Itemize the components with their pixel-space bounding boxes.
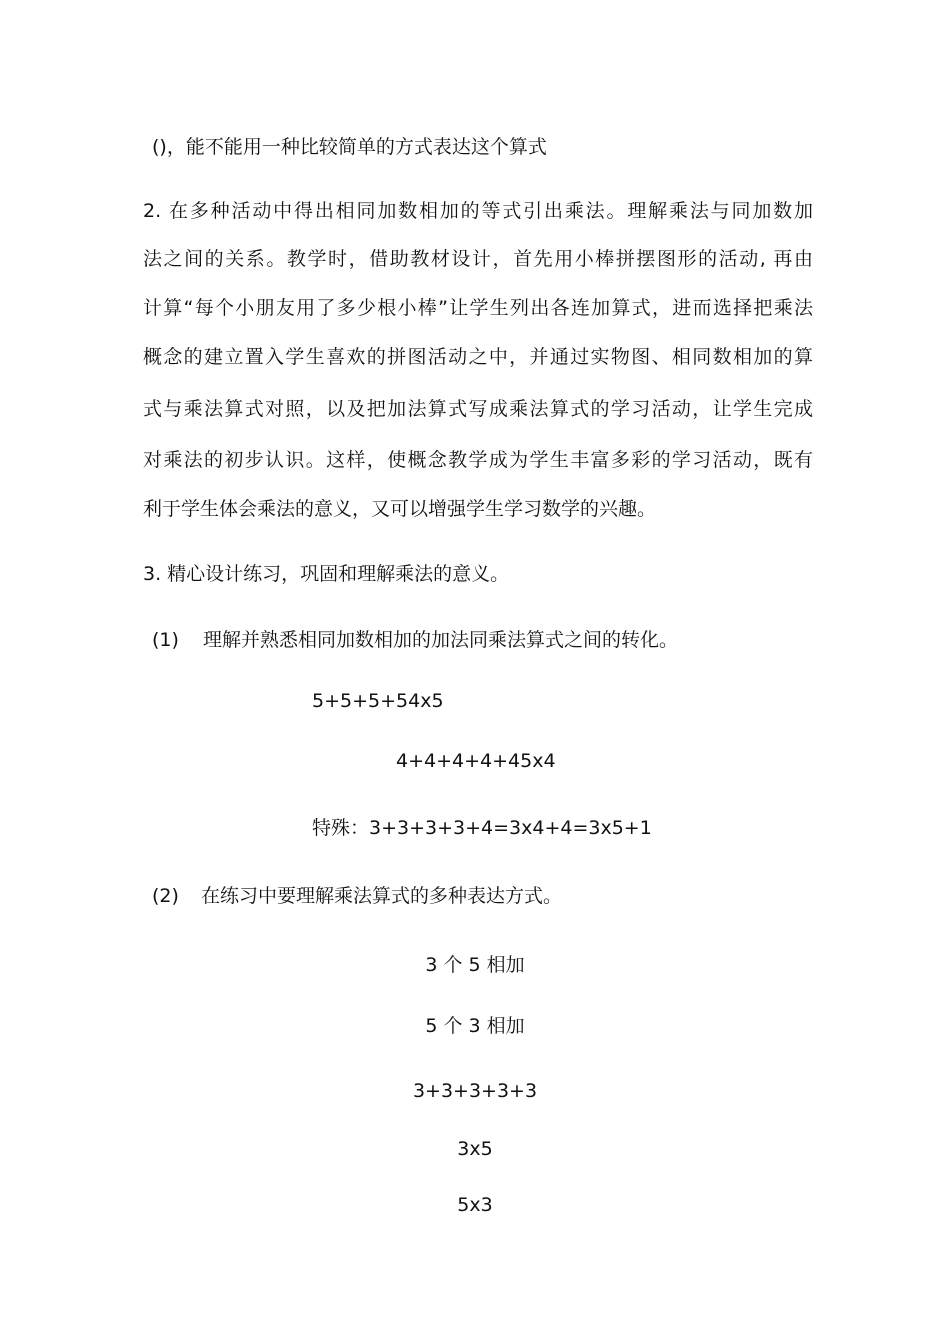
intro-line: ()，能不能用一种比较简单的方式表达这个算式 (152, 136, 547, 158)
expression-1: 3 个 5 相加 (425, 954, 525, 976)
formula-2: 4+4+4+4+45x4 (396, 750, 556, 772)
section2-line-1: 2. 在多种活动中得出相同加数相加的等式引出乘法。理解乘法与同加数加 (143, 200, 813, 222)
section2-line-4: 概念的建立置入学生喜欢的拼图活动之中，并通过实物图、相同数相加的算 (143, 346, 813, 368)
expression-4: 3x5 (457, 1138, 493, 1160)
section2-line-3: 计算“每个小朋友用了多少根小棒”让学生列出各连加算式，进而选择把乘法 (143, 297, 813, 319)
formula-special: 特殊：3+3+3+3+4=3x4+4=3x5+1 (312, 817, 652, 839)
section2-line-7: 利于学生体会乘法的意义，又可以增强学生学习数学的兴趣。 (143, 498, 657, 520)
section2-line-2: 法之间的关系。教学时，借助教材设计，首先用小棒拼摆图形的活动, 再由 (143, 248, 813, 270)
item1-marker: (1) (152, 629, 179, 651)
section3-heading: 3. 精心设计练习，巩固和理解乘法的意义。 (143, 563, 510, 585)
item2-text: 在练习中要理解乘法算式的多种表达方式。 (200, 885, 562, 907)
item1-text: 理解并熟悉相同加数相加的加法同乘法算式之间的转化。 (202, 629, 678, 651)
expression-3: 3+3+3+3+3 (412, 1080, 538, 1102)
item2-marker: (2) (152, 885, 179, 907)
formula-1: 5+5+5+54x5 (312, 690, 444, 712)
section2-line-6: 对乘法的初步认识。这样，使概念教学成为学生丰富多彩的学习活动，既有 (143, 449, 813, 471)
item1 (152, 627, 822, 653)
section2-line-5: 式与乘法算式对照，以及把加法算式写成乘法算式的学习活动，让学生完成 (143, 398, 813, 420)
expression-2: 5 个 3 相加 (425, 1015, 525, 1037)
expression-5: 5x3 (457, 1194, 493, 1216)
item2 (152, 883, 822, 909)
